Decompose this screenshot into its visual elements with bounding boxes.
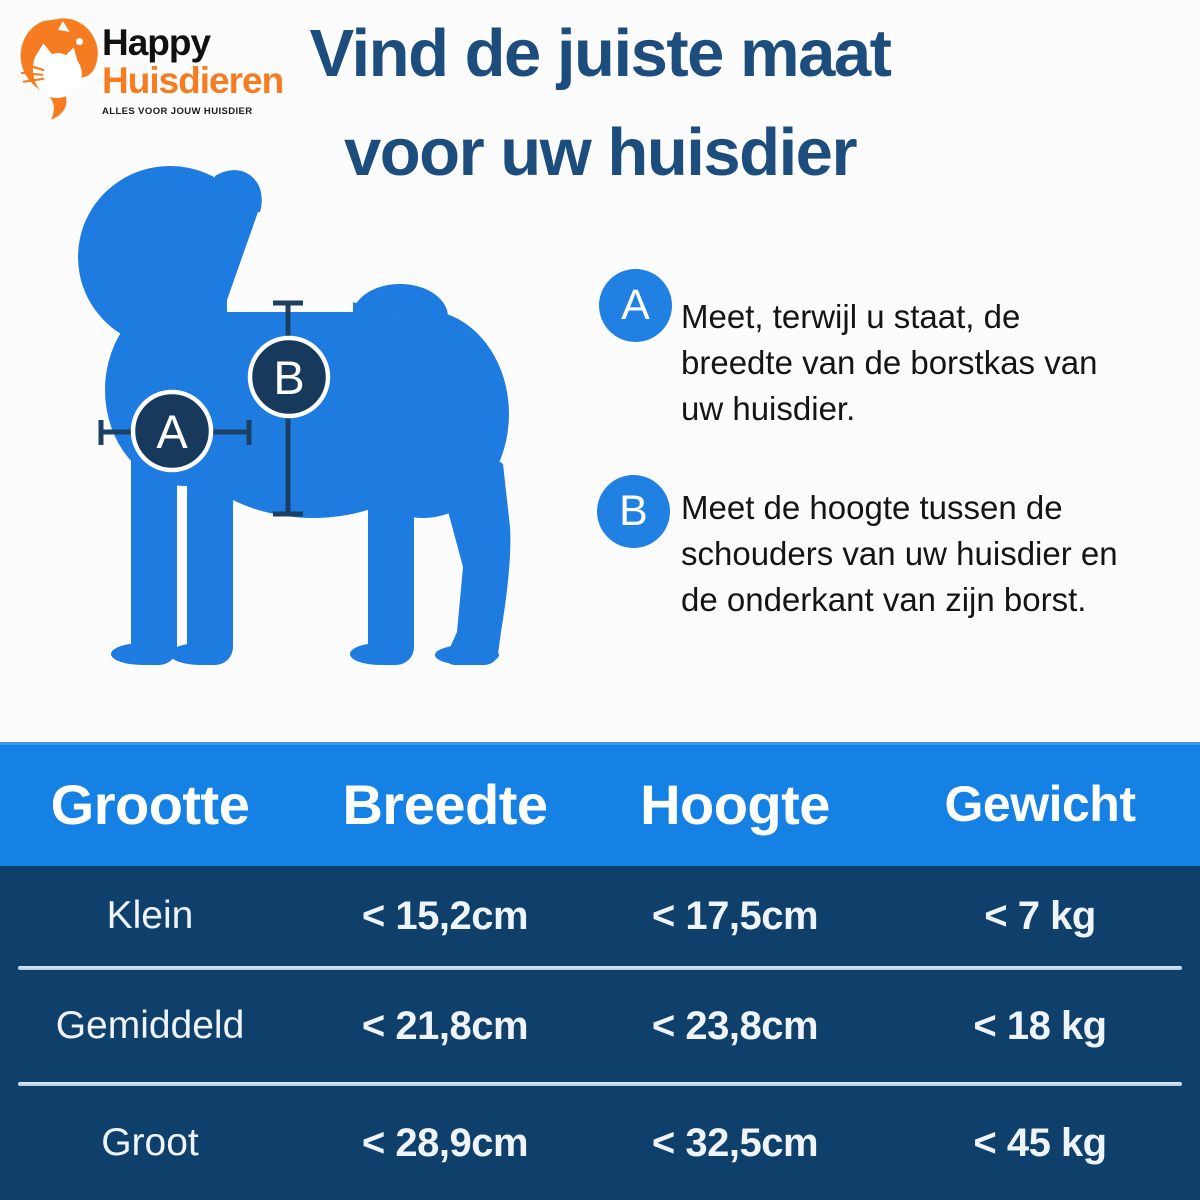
instruction-b-badge: B <box>597 475 670 548</box>
marker-b-letter: B <box>273 351 305 404</box>
instruction-b-line3: de onderkant van zijn borst. <box>681 581 1087 618</box>
marker-a-letter: A <box>156 405 188 458</box>
row-breedte: < 28,9cm <box>361 1120 529 1165</box>
instruction-b-line1: Meet de hoogte tussen de <box>681 489 1063 526</box>
instruction-a-line1: Meet, terwijl u staat, de <box>681 298 1021 335</box>
logo-word-huisdieren: Huisdieren <box>102 60 284 101</box>
logo-word-happy: Happy <box>102 22 211 63</box>
row-gewicht: < 18 kg <box>973 1003 1107 1048</box>
instruction-a-badge: A <box>599 269 672 342</box>
col-header-gewicht: Gewicht <box>944 776 1136 832</box>
col-header-hoogte: Hoogte <box>640 772 830 836</box>
instruction-b-line2: schouders van uw huisdier en <box>681 535 1118 572</box>
dog-measurement-diagram <box>65 162 525 668</box>
dog-silhouette-graphic <box>65 162 525 668</box>
row-gewicht: < 7 kg <box>984 893 1096 938</box>
size-table-header <box>0 742 1200 866</box>
row-label: Gemiddeld <box>55 1004 245 1047</box>
row-label: Groot <box>101 1121 199 1164</box>
row-hoogte: < 23,8cm <box>651 1003 819 1048</box>
instruction-a-line3: uw huisdier. <box>681 390 856 427</box>
col-header-breedte: Breedte <box>342 772 548 836</box>
table-row-klein <box>0 866 1200 966</box>
row-gewicht: < 45 kg <box>973 1120 1107 1165</box>
row-hoogte: < 32,5cm <box>651 1120 819 1165</box>
marker-a-badge <box>133 392 211 470</box>
col-header-grootte: Grootte <box>50 772 250 836</box>
table-row-groot <box>0 1086 1200 1200</box>
table-row-gemiddeld <box>0 970 1200 1082</box>
logo-tagline: ALLES VOOR JOUW HUISDIER <box>102 106 253 117</box>
instruction-a-text <box>681 294 1186 432</box>
instruction-b-text <box>681 485 1186 623</box>
instruction-a-line2: breedte van de borstkas van <box>681 344 1098 381</box>
row-breedte: < 15,2cm <box>361 893 529 938</box>
size-table <box>0 742 1200 1200</box>
row-hoogte: < 17,5cm <box>651 893 819 938</box>
page-title-line2: voor uw huisdier <box>343 115 857 190</box>
row-label: Klein <box>106 894 194 937</box>
marker-b-badge <box>250 338 328 416</box>
row-breedte: < 21,8cm <box>361 1003 529 1048</box>
page-title-line1: Vind de juiste maat <box>309 16 891 91</box>
